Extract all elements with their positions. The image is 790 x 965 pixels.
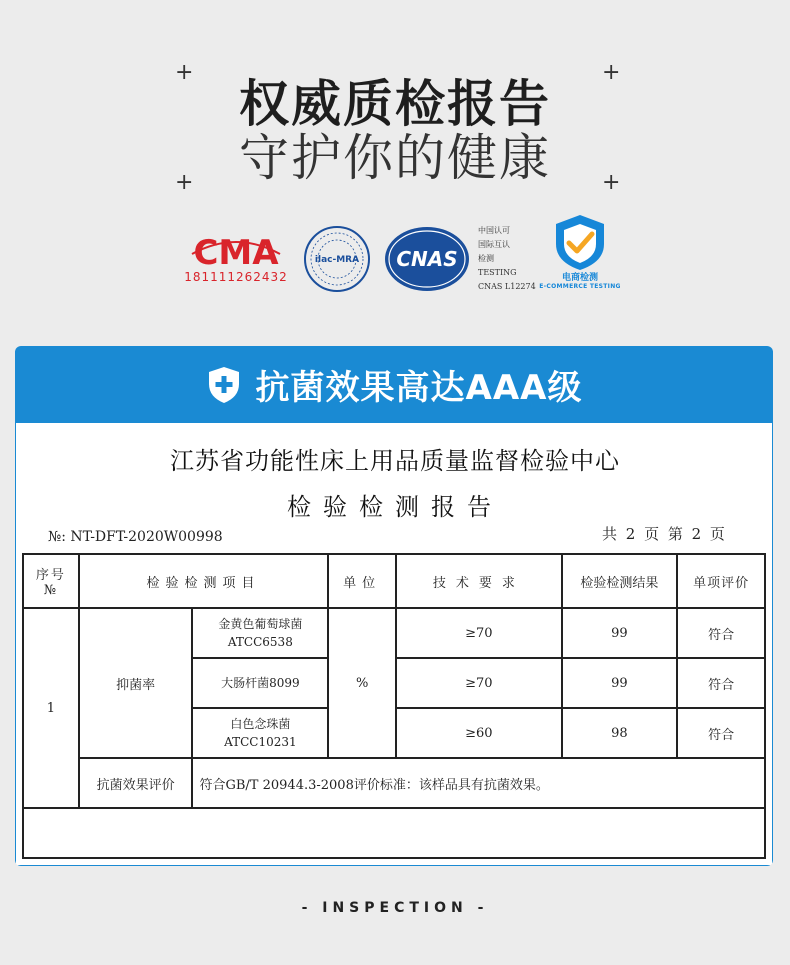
cnas-line: 国际互认 <box>478 240 510 249</box>
item-cell: 金黄色葡萄球菌 ATCC6538 <box>192 608 328 658</box>
report-card <box>15 346 773 866</box>
result-cell: 99 <box>562 608 678 658</box>
header-item: 检验检测项目 <box>79 554 328 608</box>
banner-title: 抗菌效果高达AAA级 <box>255 368 583 408</box>
report-subtitle: 检验检测报告 <box>287 493 503 521</box>
summary-text: 符合GB/T 20944.3-2008评价标准：该样品具有抗菌效果。 <box>192 758 765 808</box>
cnas-line: CNAS L12274 <box>478 282 536 291</box>
plus-decoration: + <box>175 170 194 195</box>
evaluation-cell: 符合 <box>677 708 765 758</box>
report-page-info: 共 2 页 第 2 页 <box>602 525 727 543</box>
result-cell: 98 <box>562 708 678 758</box>
table-header-row <box>23 554 765 608</box>
evaluation-cell: 符合 <box>677 658 765 708</box>
header-index: 序号 № <box>23 554 79 608</box>
ilac-mra-logo <box>302 224 372 294</box>
hero-title: 权威质检报告 <box>239 75 551 133</box>
hero-subtitle: 守护你的健康 <box>239 129 551 187</box>
row-index: 1 <box>23 608 79 808</box>
cma-number: 181111262432 <box>184 270 288 284</box>
result-cell: 99 <box>562 658 678 708</box>
ecommerce-label-cn: 电商检测 <box>561 273 598 283</box>
unit-cell: % <box>328 608 396 758</box>
empty-cell <box>23 808 765 858</box>
cnas-accreditation-text <box>478 224 536 294</box>
ilac-logo-text: ilac-MRA <box>314 255 360 265</box>
requirement-cell: ≥70 <box>396 658 562 708</box>
category-cell: 抑菌率 <box>79 608 193 758</box>
cnas-logo-text: CNAS <box>396 247 458 271</box>
summary-label: 抗菌效果评价 <box>79 758 193 808</box>
plus-decoration: + <box>602 60 621 85</box>
header-unit: 单位 <box>328 554 396 608</box>
report-title: 江苏省功能性床上用品质量监督检验中心 <box>170 447 620 475</box>
cnas-logo <box>384 224 470 294</box>
shield-plus-icon <box>206 365 242 405</box>
cnas-line: TESTING <box>478 268 517 277</box>
banner <box>15 346 773 423</box>
footer-inspection: - INSPECTION - <box>301 900 489 916</box>
requirement-cell: ≥70 <box>396 608 562 658</box>
summary-row <box>23 758 765 808</box>
cnas-line: 检测 <box>478 254 494 263</box>
header-requirement: 技术要求 <box>396 554 562 608</box>
ecommerce-label-en: E-COMMERCE TESTING <box>539 283 621 290</box>
report-document <box>15 423 773 866</box>
cma-logo-text: CMA <box>193 233 279 273</box>
header-result: 检验检测结果 <box>562 554 678 608</box>
item-cell: 大肠杆菌8099 <box>192 658 328 708</box>
evaluation-cell: 符合 <box>677 608 765 658</box>
report-number: №: NT-DFT-2020W00998 <box>48 529 223 545</box>
cnas-line: 中国认可 <box>478 226 510 235</box>
table-row <box>23 608 765 658</box>
item-cell: 白色念珠菌 ATCC10231 <box>192 708 328 758</box>
empty-row <box>23 808 765 858</box>
requirement-cell: ≥60 <box>396 708 562 758</box>
plus-decoration: + <box>175 60 194 85</box>
report-table <box>22 553 766 859</box>
plus-decoration: + <box>602 170 621 195</box>
header-evaluation: 单项评价 <box>677 554 765 608</box>
certification-logos <box>0 212 790 302</box>
